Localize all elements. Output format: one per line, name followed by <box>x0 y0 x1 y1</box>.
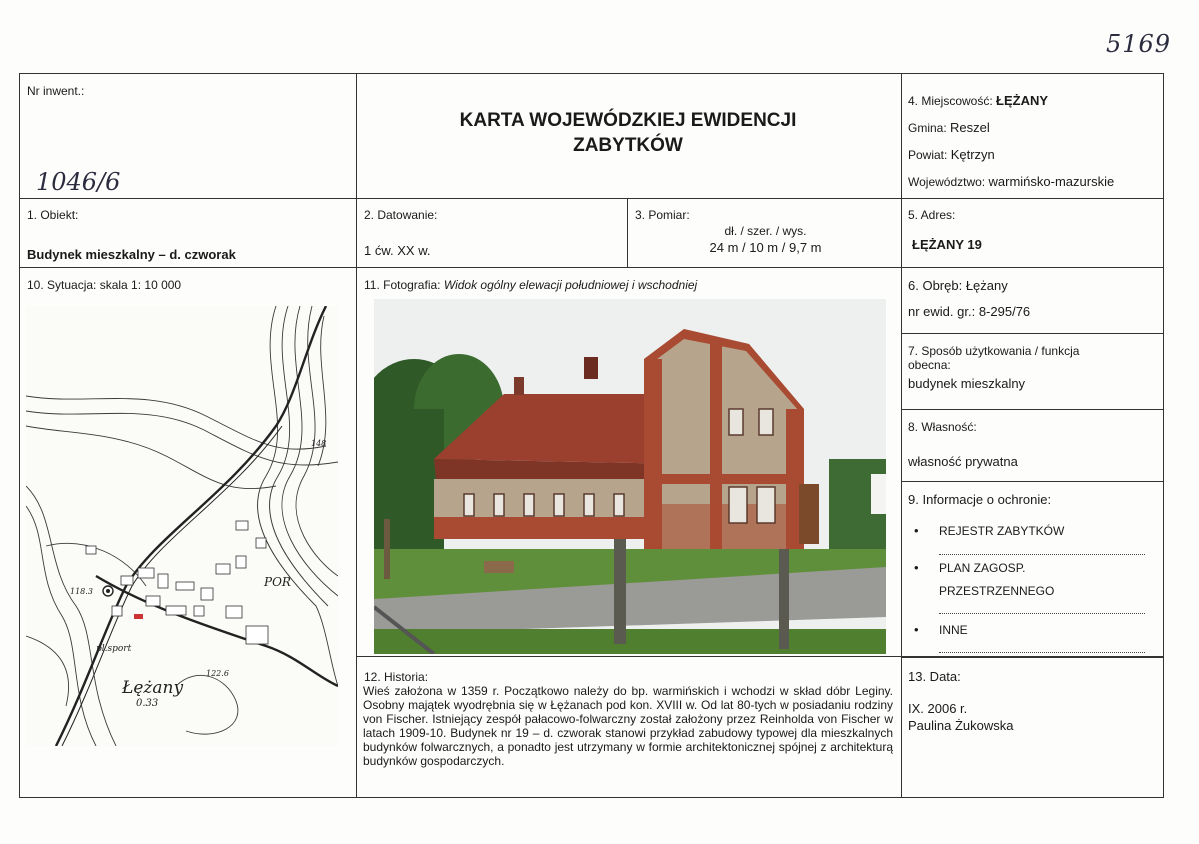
history-text: Wieś założona w 1359 r. Początkowo należy do bp. warmińskich i wchodzi w skład dóbr Leginy. Osobny majątek wyodrębnia się w Łężanach pod kon. XVIII w. Od lat 80-tych w posiadaniu rodziny von Fischer. Istniejący zespół pałacowo-folwarczny został założony przez Reinholda von Fischer w latach 1909-10. Budynek nr 19 – d. czworak stanowi przykład zabudowy typowej dla mieszkalnych budynków folwarcznych, a ponadto jest utrzymany w formie architektonicznej spójnej z architekturą budynków gospodarczych. <box>363 684 893 768</box>
voivodeship-row: Województwo: warmińsko-mazurskie <box>908 174 1115 189</box>
address-value: ŁĘŻANY 19 <box>912 237 982 252</box>
map-label-h2: 122.6 <box>206 669 229 678</box>
locality-value: ŁĘŻANY <box>996 93 1049 108</box>
photo-label-row: 11. Fotografia: Widok ogólny elewacji południowej i wschodniej <box>364 278 698 292</box>
ownership-value: własność prywatna <box>908 454 1018 469</box>
building-photo <box>374 299 886 654</box>
ownership-label: 8. Własność: <box>908 420 977 434</box>
object-label: 1. Obiekt: <box>27 208 79 222</box>
page-number-handwritten: 5169 <box>1106 30 1172 58</box>
dating-value: 1 ćw. XX w. <box>364 243 431 258</box>
inventory-cell <box>19 73 357 199</box>
card-title: KARTA WOJEWÓDZKIEJ EWIDENCJI ZABYTKÓW <box>459 110 797 156</box>
ownership-cell <box>901 409 1164 482</box>
usage-cell <box>901 333 1164 410</box>
protection-item-other: • INNE <box>939 623 968 637</box>
measurement-label: 3. Pomiar: <box>635 208 690 222</box>
photo-cell <box>356 267 902 657</box>
protection-item-plan: • PLAN ZAGOSP. <box>939 561 1025 575</box>
situation-cell <box>19 267 357 798</box>
date-label: 13. Data: <box>908 669 961 684</box>
dotted-line <box>939 613 1145 614</box>
protection-label: 9. Informacje o ochronie: <box>908 492 1052 507</box>
map-label-sport: pl.sport <box>96 644 132 654</box>
dating-label: 2. Datowanie: <box>364 208 438 222</box>
county-row: Powiat: Kętrzyn <box>908 147 995 162</box>
dotted-line <box>939 652 1145 653</box>
object-cell <box>19 198 357 268</box>
address-label: 5. Adres: <box>908 208 956 222</box>
plot-row: nr ewid. gr.: 8-295/76 <box>908 304 1031 319</box>
protection-cell <box>901 481 1164 658</box>
date-value: IX. 2006 r. <box>908 701 968 716</box>
inventory-number-handwritten: 1046/6 <box>36 168 121 196</box>
photo-caption: Widok ogólny elewacji południowej i wschodniej <box>443 278 698 292</box>
usage-value: budynek mieszkalny <box>908 376 1026 391</box>
measurement-units: dł. / szer. / wys. <box>724 224 807 238</box>
usage-label: 7. Sposób użytkowania / funkcja obecna: <box>908 344 1080 372</box>
protection-item-plan-cont: PRZESTRZENNEGO <box>939 584 1055 598</box>
protection-item-register: • REJESTR ZABYTKÓW <box>939 524 1064 538</box>
map-label-por: POR <box>264 575 291 589</box>
object-value: Budynek mieszkalny – d. czworak <box>27 247 236 262</box>
measurement-cell <box>627 198 902 268</box>
location-cell <box>901 73 1164 199</box>
address-cell <box>901 198 1164 268</box>
date-author: Paulina Żukowska <box>908 718 1014 733</box>
dating-cell <box>356 198 628 268</box>
history-label: 12. Historia: <box>364 670 429 684</box>
inventory-label: Nr inwent.: <box>27 84 85 98</box>
situation-map <box>26 306 338 746</box>
object-marker <box>134 614 143 619</box>
dotted-line <box>939 554 1145 555</box>
map-label-h3: 118.3 <box>70 587 93 596</box>
map-label-h1: 148 <box>311 439 327 448</box>
precinct-cell <box>901 267 1164 334</box>
map-label-village: Łężany <box>122 678 184 698</box>
date-cell <box>901 656 1164 798</box>
precinct-row: 6. Obręb: Łężany <box>908 278 1008 293</box>
commune-row: Gmina: Reszel <box>908 120 990 135</box>
measurement-value: 24 m / 10 m / 9,7 m <box>709 240 822 255</box>
situation-label: 10. Sytuacja: skala 1: 10 000 <box>27 278 182 292</box>
locality-row: 4. Miejscowość: ŁĘŻANY <box>908 93 1049 108</box>
map-label-height: 0.33 <box>136 698 159 709</box>
